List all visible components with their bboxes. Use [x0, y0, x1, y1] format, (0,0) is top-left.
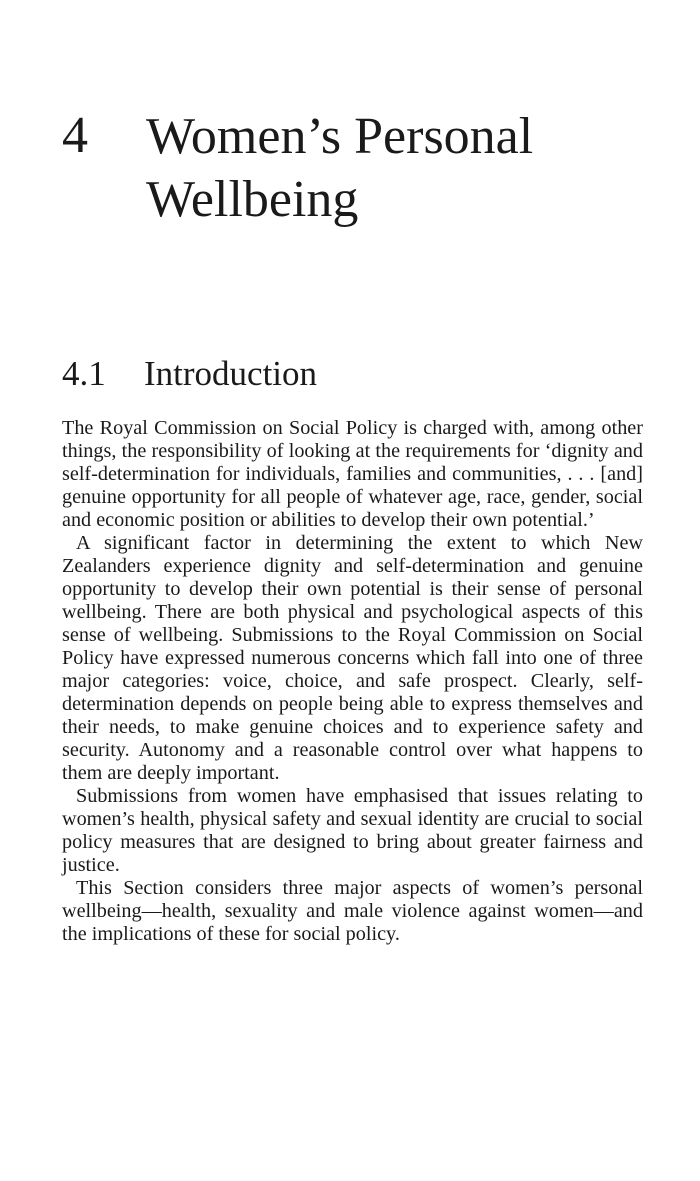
- paragraph-3: Submissions from women have emphasised that issues relating to women’s health, physical safety and sexual identity are crucial to social policy measures that are designed to bring about greater fairness and justice.: [62, 785, 643, 876]
- chapter-title: Women’s Personal Wellbeing: [146, 108, 534, 228]
- paragraph-1: The Royal Commission on Social Policy is charged with, among other things, the responsibility of looking at the requirements for ‘dignity and self-determination for individuals, families and communities, . . . [and] genuine opportunity for all people of whatever age, race, gender, social and economic position or abilities to develop their own potential.’: [62, 417, 643, 531]
- paragraph-2: A significant factor in determining the extent to which New Zealanders experience dignity and self-determination and genuine opportunity to develop their own potential is their sense of personal wellbeing. There are both physical and psychological aspects of this sense of wellbeing. Submissions to the Royal Commission on Social Policy have expressed numerous concerns which fall into one of three major categories: voice, choice, and safe prospect. Clearly, self-determination depends on people being able to express themselves and their needs, to make genuine choices and to experience safety and security. Autonomy and a reasonable control over what happens to them are deeply important.: [62, 532, 643, 784]
- section-title: Introduction: [144, 354, 318, 393]
- paragraph-4: This Section considers three major aspects of women’s personal wellbeing—health, sexuality and male violence against women—and the implications of these for social policy.: [62, 877, 643, 945]
- chapter-number: 4: [62, 107, 88, 164]
- section-number: 4.1: [62, 354, 106, 393]
- section-heading: [62, 352, 662, 396]
- body-text: [62, 417, 643, 946]
